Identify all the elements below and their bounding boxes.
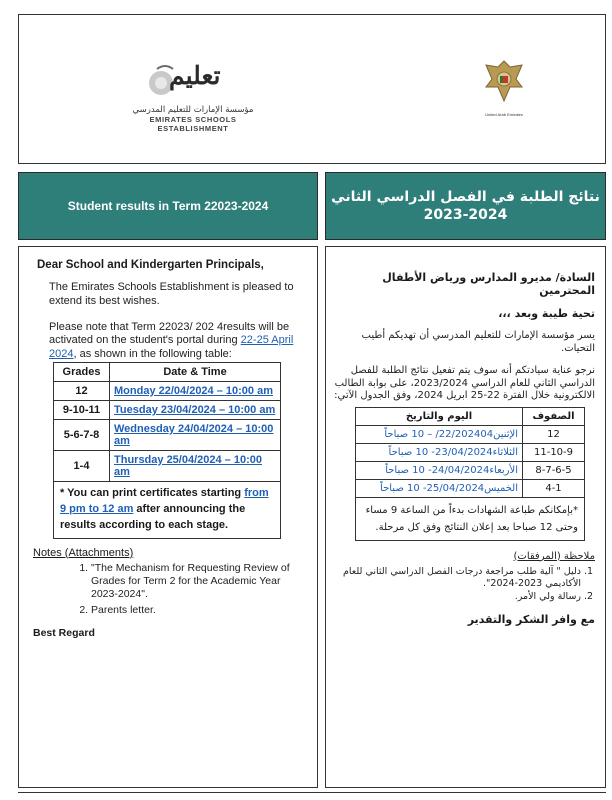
english-greeting: Dear School and Kindergarten Principals,	[37, 259, 264, 271]
grade-cell: 4-1	[523, 479, 585, 497]
list-item: 2. رسالة ولي الأمر.	[334, 591, 581, 603]
table-header-row	[356, 407, 585, 425]
arabic-salutation: السادة/ مديرو المدارس ورياض الأطفال المحترمين	[382, 271, 595, 297]
arabic-notes-heading: ملاحظة (المرفقات)	[513, 550, 595, 562]
print-note-end: after announcing the results according to each stage.	[60, 502, 246, 531]
table-row	[54, 419, 281, 450]
english-intro: The Emirates Schools Establishment is pleased to extend its best wishes.	[49, 281, 294, 307]
grade-cell: 11-10-9	[523, 443, 585, 461]
grade-cell: 8-7-6-5	[523, 461, 585, 479]
grade-cell: 9-10-11	[54, 400, 110, 419]
date-link[interactable]: الخميس25/04/2024- 10 صباحاً	[356, 479, 523, 497]
seal-caption: United Arab Emirates	[485, 112, 523, 117]
list-item: 2. Parents letter.	[91, 604, 307, 617]
attachments-list	[33, 562, 307, 618]
title-arabic: نتائج الطلبة في الفصل الدراسي الثاني	[331, 188, 600, 205]
letterhead	[18, 14, 606, 164]
footer-frame	[18, 792, 606, 800]
taleem-logo	[113, 59, 273, 133]
date-range-link[interactable]: 22-25 April 2024	[49, 334, 294, 360]
title-arabic-year: 2023-2024	[423, 207, 508, 223]
notes-heading: Notes (Attachments)	[33, 546, 134, 559]
list-item: 1. دليل " آلية طلب مراجعة درجات الفصل الدراسي الثاني للعام الأكاديمي 2023-2024".	[334, 566, 581, 591]
table-row	[356, 443, 585, 461]
table-row	[54, 381, 281, 400]
date-link[interactable]: Tuesday 23/04/2024 – 10:00 am	[110, 400, 281, 419]
list-item: 1. "The Mechanism for Requesting Review of Grades for Term 2 for the Academic Year 2023-2024".	[91, 562, 307, 601]
print-note	[53, 482, 281, 539]
arabic-attachments-list	[334, 566, 595, 603]
date-link[interactable]: Thursday 25/04/2024 – 10:00 am	[110, 450, 281, 481]
falcon-emblem-icon	[482, 57, 526, 107]
table-row	[54, 400, 281, 419]
arabic-print-note: *بإمكانكم طباعة الشهادات بدءاً من الساعة 9 مساء وحتى 12 صباحا بعد إعلان النتائج وفق كل مرحلة.	[355, 498, 585, 541]
table-row	[356, 479, 585, 497]
logo-english-name: EMIRATES SCHOOLS ESTABLISHMENT	[149, 115, 237, 133]
note-text: Please note that Term 22023/ 202 4results will be activated on the student's portal during	[49, 320, 290, 347]
title-band-arabic	[325, 172, 606, 240]
note-text-end: , as shown in the following table:	[73, 348, 232, 360]
results-schedule-table	[53, 362, 281, 482]
english-note	[33, 321, 307, 362]
date-link[interactable]: الثلاثاء23/04/2024- 10 صباحاً	[356, 443, 523, 461]
date-link[interactable]: الأربعاء24/04/2024- 10 صباحاً	[356, 461, 523, 479]
english-column	[18, 246, 318, 788]
arabic-closing: مع وافر الشكر والتقدير	[467, 613, 595, 627]
english-closing: Best Regard	[33, 627, 95, 640]
arabic-intro: يسر مؤسسة الإمارات للتعليم المدرسي أن تهديكم أطيب التحيات.	[361, 330, 595, 354]
date-link[interactable]: الإثنين22/202404/ – 10 صباحاً	[356, 425, 523, 443]
table-row	[356, 425, 585, 443]
arabic-body: نرجو عناية سيادتكم أنه سوف يتم تفعيل نتائج الطلبة للفصل الدراسي الثاني للعام الدراسي 2023/2024، على بوابة الطالب الالكترونية خلال الفترة 22-25 ابريل 2024، وفق الجدول الآتي:	[334, 365, 595, 401]
print-note-text: * You can print certificates starting	[60, 486, 245, 499]
uae-seal	[481, 57, 527, 117]
arabic-schedule-table	[355, 407, 585, 498]
grade-cell: 12	[54, 381, 110, 400]
grade-cell: 12	[523, 425, 585, 443]
grades-header: Grades	[54, 362, 110, 381]
logo-arabic-name: مؤسسة الإمارات للتعليم المدرسي	[132, 105, 254, 115]
table-row	[356, 461, 585, 479]
table-row	[54, 450, 281, 481]
date-header: Date & Time	[110, 362, 281, 381]
date-link[interactable]: Monday 22/04/2024 – 10:00 am	[110, 381, 281, 400]
grades-header: الصفوف	[523, 407, 585, 425]
grade-cell: 5-6-7-8	[54, 419, 110, 450]
grade-cell: 1-4	[54, 450, 110, 481]
arabic-column	[325, 246, 606, 788]
date-header: اليوم والتاريخ	[356, 407, 523, 425]
logo-arabic-word: تعليم	[169, 61, 221, 90]
date-link[interactable]: Wednesday 24/04/2024 – 10:00 am	[110, 419, 281, 450]
title-band-english	[18, 172, 318, 240]
print-time-link[interactable]: from 9 pm to 12 am	[60, 486, 269, 515]
title-english: Student results in Term 22023-2024	[67, 199, 269, 213]
table-header-row	[54, 362, 281, 381]
arabic-greeting: تحية طيبة وبعد ،،،	[498, 307, 595, 320]
